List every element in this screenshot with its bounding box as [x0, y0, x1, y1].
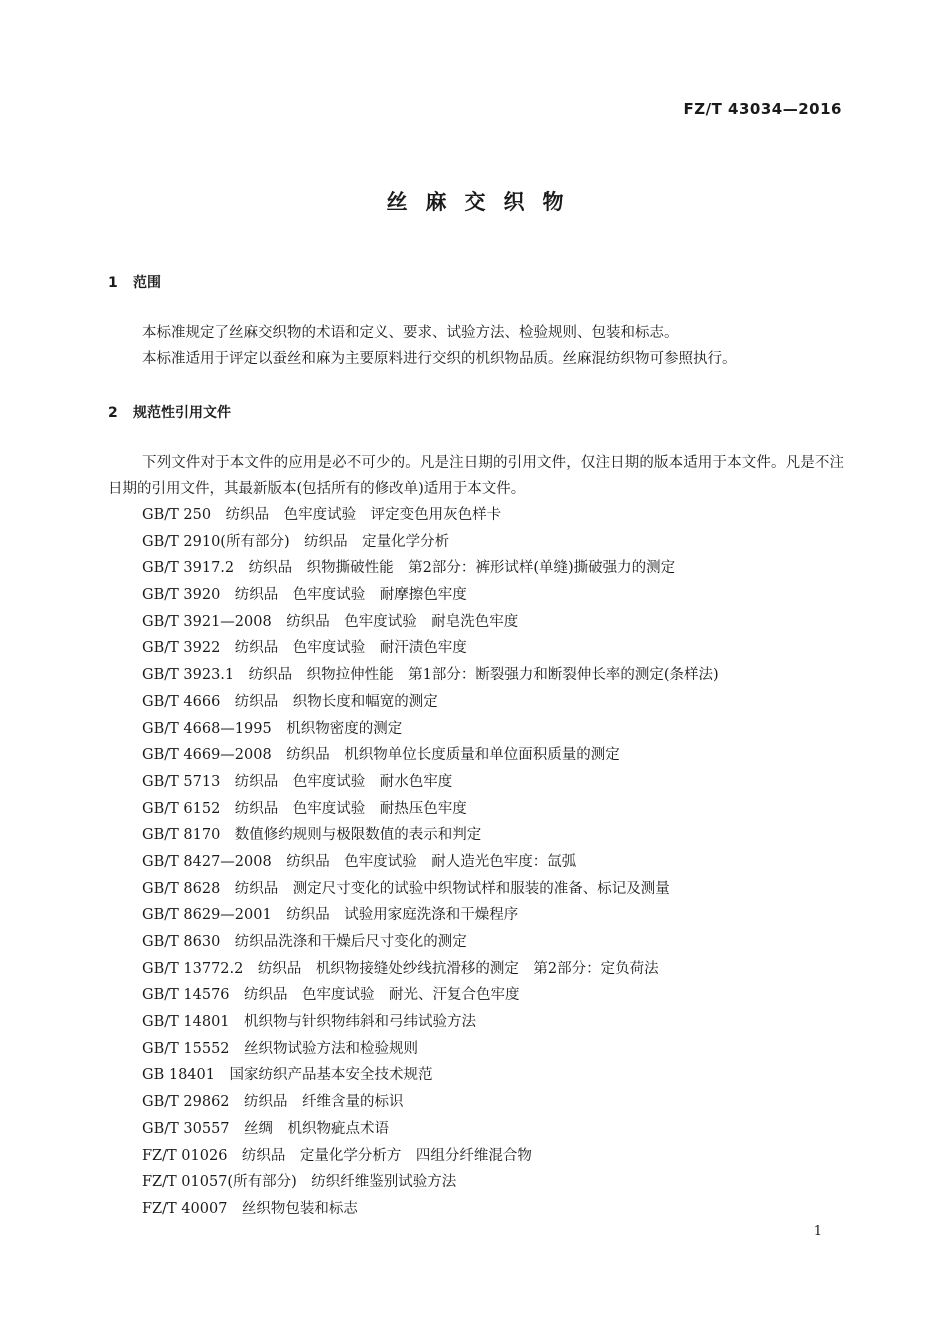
reference-item: GB/T 15552 丝织物试验方法和检验规则	[142, 1040, 419, 1057]
reference-item: GB/T 4668—1995 机织物密度的测定	[142, 720, 403, 737]
reference-item: GB/T 3921—2008 纺织品 色牢度试验 耐皂洗色牢度	[142, 613, 519, 630]
reference-item: GB/T 14801 机织物与针织物纬斜和弓纬试验方法	[142, 1014, 477, 1031]
section-number: 1	[108, 275, 118, 291]
standard-code: FZ/T 43034—2016	[683, 100, 842, 118]
reference-item: GB/T 3920 纺织品 色牢度试验 耐摩擦色牢度	[142, 587, 467, 604]
paragraph: 本标准规定了丝麻交织物的术语和定义、要求、试验方法、检验规则、包装和标志。	[142, 325, 679, 341]
section-number: 2	[108, 405, 118, 421]
document-title: 丝麻交织物	[386, 190, 582, 214]
reference-item: GB/T 13772.2 纺织品 机织物接缝处纱线抗滑移的测定 第2部分：定负荷法	[142, 960, 659, 977]
reference-item: GB/T 4666 纺织品 织物长度和幅宽的测定	[142, 693, 438, 710]
page-number: 1	[813, 1224, 822, 1239]
reference-list	[142, 502, 719, 1223]
reference-item: GB/T 250 纺织品 色牢度试验 评定变色用灰色样卡	[142, 507, 502, 523]
scope-text	[108, 320, 844, 372]
reference-item: GB 18401 国家纺织产品基本安全技术规范	[142, 1067, 433, 1084]
reference-item: GB/T 4669—2008 纺织品 机织物单位长度质量和单位面积质量的测定	[142, 747, 620, 764]
reference-item: GB/T 2910(所有部分) 纺织品 定量化学分析	[142, 533, 450, 550]
paragraph: 本标准适用于评定以蚕丝和麻为主要原料进行交织的机织物品质。丝麻混纺织物可参照执行。	[142, 351, 737, 367]
reference-item: GB/T 8629—2001 纺织品 试验用家庭洗涤和干燥程序	[142, 907, 519, 924]
reference-item: GB/T 5713 纺织品 色牢度试验 耐水色牢度	[142, 773, 453, 790]
reference-item: GB/T 8170 数值修约规则与极限数值的表示和判定	[142, 827, 482, 844]
reference-item: GB/T 14576 纺织品 色牢度试验 耐光、汗复合色牢度	[142, 987, 520, 1004]
references-intro	[108, 450, 844, 502]
reference-item: GB/T 3923.1 纺织品 织物拉伸性能 第1部分：断裂强力和断裂伸长率的测定(条样法)	[142, 667, 719, 684]
paragraph: 下列文件对于本文件的应用是必不可少的。凡是注日期的引用文件，仅注日期的版本适用于本文件。凡是不注日期的引用文件，其最新版本(包括所有的修改单)适用于本文件。	[108, 455, 844, 497]
reference-item: GB/T 3917.2 纺织品 织物撕破性能 第2部分：裤形试样(单缝)撕破强力的测定	[142, 560, 676, 577]
reference-item: GB/T 8628 纺织品 测定尺寸变化的试验中织物试样和服装的准备、标记及测量	[142, 880, 670, 897]
reference-item: FZ/T 01026 纺织品 定量化学分析方 四组分纤维混合物	[142, 1147, 532, 1164]
reference-item: GB/T 30557 丝绸 机织物疵点术语	[142, 1120, 390, 1137]
reference-item: GB/T 29862 纺织品 纤维含量的标识	[142, 1094, 404, 1111]
reference-item: FZ/T 40007 丝织物包装和标志	[142, 1200, 358, 1217]
reference-item: FZ/T 01057(所有部分) 纺织纤维鉴别试验方法	[142, 1174, 457, 1191]
reference-item: GB/T 8630 纺织品洗涤和干燥后尺寸变化的测定	[142, 934, 467, 950]
section-title: 规范性引用文件	[133, 405, 231, 421]
reference-item: GB/T 3922 纺织品 色牢度试验 耐汗渍色牢度	[142, 640, 467, 657]
section-title: 范围	[133, 275, 161, 291]
section-heading-scope	[108, 272, 161, 292]
reference-item: GB/T 6152 纺织品 色牢度试验 耐热压色牢度	[142, 800, 467, 817]
reference-item: GB/T 8427—2008 纺织品 色牢度试验 耐人造光色牢度：氙弧	[142, 853, 577, 870]
section-heading-normative-references	[108, 402, 231, 422]
